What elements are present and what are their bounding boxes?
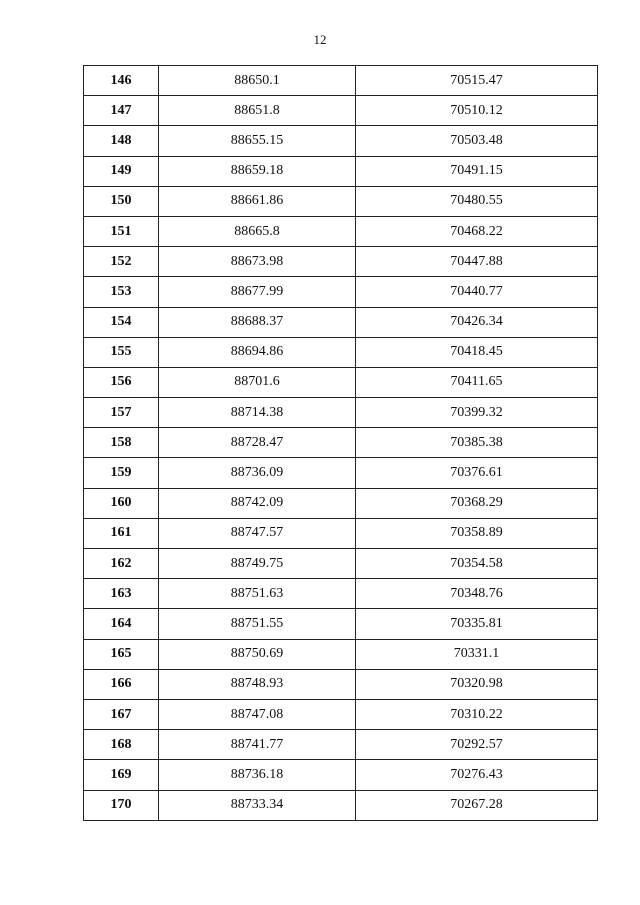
x-coordinate-cell: 88650.1 xyxy=(159,66,356,96)
point-number-cell: 163 xyxy=(84,579,159,609)
table-row xyxy=(84,337,598,367)
x-coordinate-cell: 88736.18 xyxy=(159,760,356,790)
y-coordinate-cell: 70426.34 xyxy=(356,307,598,337)
y-coordinate-cell: 70411.65 xyxy=(356,367,598,397)
y-coordinate-cell: 70292.57 xyxy=(356,730,598,760)
y-coordinate-cell: 70440.77 xyxy=(356,277,598,307)
y-coordinate-cell: 70335.81 xyxy=(356,609,598,639)
point-number-cell: 169 xyxy=(84,760,159,790)
y-coordinate-cell: 70320.98 xyxy=(356,669,598,699)
point-number-cell: 153 xyxy=(84,277,159,307)
x-coordinate-cell: 88673.98 xyxy=(159,247,356,277)
x-coordinate-cell: 88694.86 xyxy=(159,337,356,367)
y-coordinate-cell: 70418.45 xyxy=(356,337,598,367)
point-number-cell: 159 xyxy=(84,458,159,488)
y-coordinate-cell: 70510.12 xyxy=(356,96,598,126)
table-row xyxy=(84,96,598,126)
table-row xyxy=(84,639,598,669)
table-row xyxy=(84,790,598,820)
x-coordinate-cell: 88661.86 xyxy=(159,186,356,216)
point-number-cell: 146 xyxy=(84,66,159,96)
table-row xyxy=(84,549,598,579)
y-coordinate-cell: 70503.48 xyxy=(356,126,598,156)
x-coordinate-cell: 88747.57 xyxy=(159,518,356,548)
y-coordinate-cell: 70491.15 xyxy=(356,156,598,186)
point-number-cell: 165 xyxy=(84,639,159,669)
y-coordinate-cell: 70331.1 xyxy=(356,639,598,669)
point-number-cell: 160 xyxy=(84,488,159,518)
x-coordinate-cell: 88688.37 xyxy=(159,307,356,337)
y-coordinate-cell: 70385.38 xyxy=(356,428,598,458)
table-row xyxy=(84,367,598,397)
x-coordinate-cell: 88655.15 xyxy=(159,126,356,156)
y-coordinate-cell: 70348.76 xyxy=(356,579,598,609)
table-row xyxy=(84,66,598,96)
table-row xyxy=(84,488,598,518)
y-coordinate-cell: 70368.29 xyxy=(356,488,598,518)
table-row xyxy=(84,216,598,246)
point-number-cell: 150 xyxy=(84,186,159,216)
point-number-cell: 161 xyxy=(84,518,159,548)
coordinates-table-body xyxy=(84,66,598,821)
point-number-cell: 157 xyxy=(84,398,159,428)
point-number-cell: 148 xyxy=(84,126,159,156)
x-coordinate-cell: 88747.08 xyxy=(159,699,356,729)
x-coordinate-cell: 88741.77 xyxy=(159,730,356,760)
table-row xyxy=(84,518,598,548)
table-row xyxy=(84,126,598,156)
point-number-cell: 170 xyxy=(84,790,159,820)
x-coordinate-cell: 88714.38 xyxy=(159,398,356,428)
table-row xyxy=(84,579,598,609)
point-number-cell: 166 xyxy=(84,669,159,699)
x-coordinate-cell: 88651.8 xyxy=(159,96,356,126)
x-coordinate-cell: 88733.34 xyxy=(159,790,356,820)
point-number-cell: 158 xyxy=(84,428,159,458)
y-coordinate-cell: 70399.32 xyxy=(356,398,598,428)
point-number-cell: 151 xyxy=(84,216,159,246)
y-coordinate-cell: 70358.89 xyxy=(356,518,598,548)
y-coordinate-cell: 70276.43 xyxy=(356,760,598,790)
point-number-cell: 154 xyxy=(84,307,159,337)
page-number: 12 xyxy=(313,32,327,47)
table-row xyxy=(84,277,598,307)
table-row xyxy=(84,156,598,186)
point-number-cell: 155 xyxy=(84,337,159,367)
point-number-cell: 168 xyxy=(84,730,159,760)
table-row xyxy=(84,730,598,760)
y-coordinate-cell: 70480.55 xyxy=(356,186,598,216)
x-coordinate-cell: 88748.93 xyxy=(159,669,356,699)
table-row xyxy=(84,398,598,428)
table-row xyxy=(84,428,598,458)
x-coordinate-cell: 88751.55 xyxy=(159,609,356,639)
y-coordinate-cell: 70376.61 xyxy=(356,458,598,488)
x-coordinate-cell: 88750.69 xyxy=(159,639,356,669)
table-row xyxy=(84,307,598,337)
y-coordinate-cell: 70515.47 xyxy=(356,66,598,96)
point-number-cell: 162 xyxy=(84,549,159,579)
y-coordinate-cell: 70447.88 xyxy=(356,247,598,277)
x-coordinate-cell: 88736.09 xyxy=(159,458,356,488)
y-coordinate-cell: 70468.22 xyxy=(356,216,598,246)
table-row xyxy=(84,699,598,729)
table-row xyxy=(84,186,598,216)
x-coordinate-cell: 88742.09 xyxy=(159,488,356,518)
point-number-cell: 167 xyxy=(84,699,159,729)
x-coordinate-cell: 88751.63 xyxy=(159,579,356,609)
point-number-cell: 152 xyxy=(84,247,159,277)
point-number-cell: 147 xyxy=(84,96,159,126)
x-coordinate-cell: 88677.99 xyxy=(159,277,356,307)
table-row xyxy=(84,458,598,488)
y-coordinate-cell: 70354.58 xyxy=(356,549,598,579)
x-coordinate-cell: 88701.6 xyxy=(159,367,356,397)
point-number-cell: 149 xyxy=(84,156,159,186)
table-row xyxy=(84,247,598,277)
coordinates-table xyxy=(83,65,598,821)
y-coordinate-cell: 70310.22 xyxy=(356,699,598,729)
x-coordinate-cell: 88749.75 xyxy=(159,549,356,579)
table-row xyxy=(84,609,598,639)
table-row xyxy=(84,669,598,699)
x-coordinate-cell: 88659.18 xyxy=(159,156,356,186)
x-coordinate-cell: 88728.47 xyxy=(159,428,356,458)
point-number-cell: 156 xyxy=(84,367,159,397)
y-coordinate-cell: 70267.28 xyxy=(356,790,598,820)
table-row xyxy=(84,760,598,790)
point-number-cell: 164 xyxy=(84,609,159,639)
x-coordinate-cell: 88665.8 xyxy=(159,216,356,246)
